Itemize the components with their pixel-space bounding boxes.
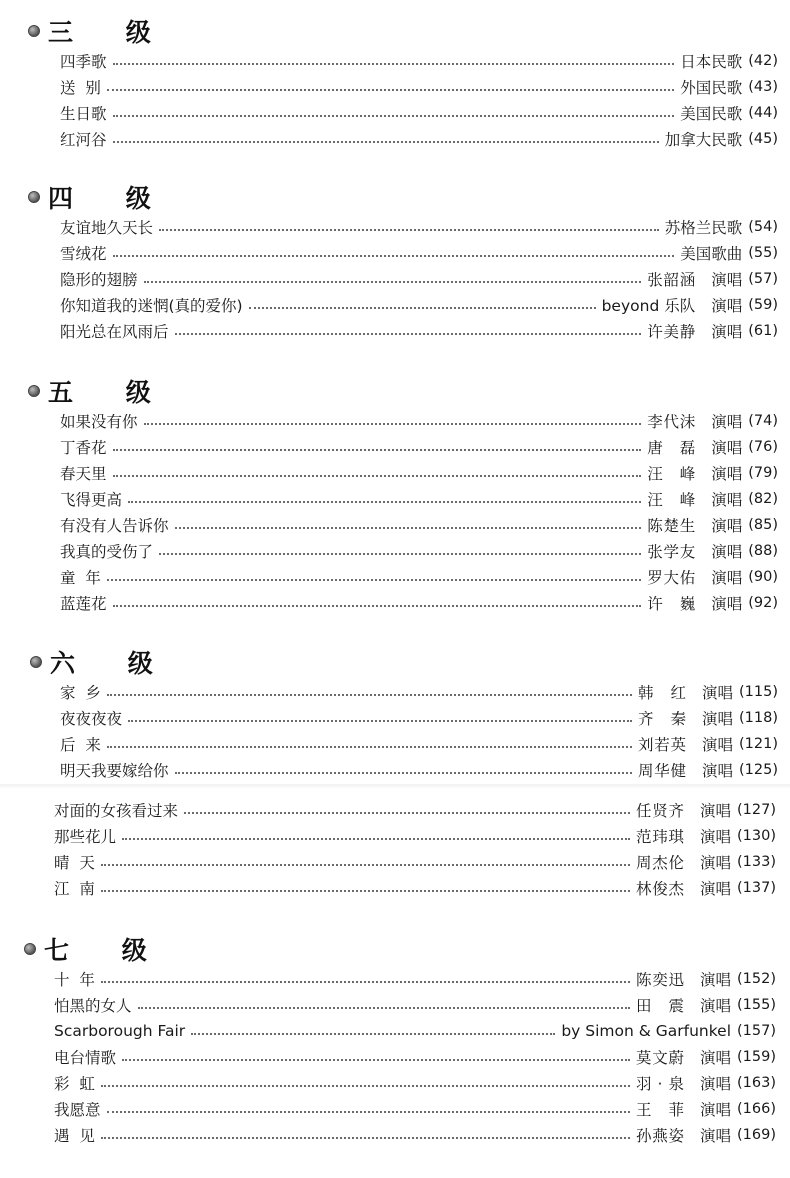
song-title: 后 来 <box>60 736 101 754</box>
entry-meta <box>680 242 778 264</box>
page-number: (74) <box>748 413 778 429</box>
artist-name: 周杰伦 <box>635 854 684 872</box>
dot-leader <box>113 63 675 65</box>
entry-meta <box>636 877 776 899</box>
performance-label: 演唱 <box>711 413 743 431</box>
performance-label: 演唱 <box>711 465 743 483</box>
grade-heading <box>0 374 790 408</box>
performance-label: 演唱 <box>701 736 733 754</box>
toc-entry[interactable] <box>60 318 778 344</box>
entry-meta <box>636 1072 776 1094</box>
performance-label: 演唱 <box>711 439 743 457</box>
grade-title: 七 级 <box>44 936 169 965</box>
page-number: (88) <box>748 543 778 559</box>
page-number: (43) <box>748 79 778 95</box>
song-title: 电台情歌 <box>54 1049 117 1067</box>
toc-entry[interactable] <box>60 564 778 590</box>
dot-leader <box>113 605 642 607</box>
artist-name: 范玮琪 <box>635 828 684 846</box>
artist-name: 汪 峰 <box>647 465 696 483</box>
toc-entry[interactable] <box>60 434 778 460</box>
entry-meta <box>647 514 778 536</box>
dot-leader <box>128 720 632 722</box>
dot-leader <box>113 141 659 143</box>
song-title: 送 别 <box>60 79 101 97</box>
song-title: 丁香花 <box>60 439 107 457</box>
performance-label: 演唱 <box>711 543 743 561</box>
grade-title: 三 级 <box>48 18 173 47</box>
page-number: (42) <box>748 53 778 69</box>
song-title: 四季歌 <box>60 53 107 71</box>
toc-entry[interactable] <box>60 292 778 318</box>
performance-label: 演唱 <box>701 684 733 702</box>
grade-section <box>0 374 790 616</box>
dot-leader <box>175 333 642 335</box>
entry-meta <box>647 268 778 290</box>
toc-entry[interactable] <box>60 240 778 266</box>
song-title: 春天里 <box>60 465 107 483</box>
toc-entry[interactable] <box>54 1044 776 1070</box>
artist-name: beyond 乐队 <box>601 297 696 315</box>
artist-name: 加拿大民歌 <box>664 131 743 149</box>
page-number: (44) <box>748 105 778 121</box>
song-title: 遇 见 <box>54 1127 95 1145</box>
entry-meta <box>638 707 778 729</box>
artist-name: 苏格兰民歌 <box>664 219 743 237</box>
artist-name: 许 巍 <box>647 595 696 613</box>
page-number: (90) <box>748 569 778 585</box>
dot-leader <box>107 746 632 748</box>
page-number: (59) <box>748 297 778 313</box>
grade-section <box>0 932 790 1148</box>
toc-entry[interactable] <box>54 1096 776 1122</box>
artist-name: 周华健 <box>637 762 686 780</box>
dot-leader <box>107 89 674 91</box>
dot-leader <box>191 1033 555 1035</box>
song-title: 有没有人告诉你 <box>60 517 169 535</box>
artist-name: 陈奕迅 <box>635 971 684 989</box>
toc-entry[interactable] <box>54 966 776 992</box>
toc-entry[interactable] <box>54 1018 776 1044</box>
dot-leader <box>101 864 630 866</box>
page-number: (55) <box>748 245 778 261</box>
song-title: 隐形的翅膀 <box>60 271 138 289</box>
performance-label: 演唱 <box>699 997 731 1015</box>
dot-leader <box>101 1085 630 1087</box>
entry-meta <box>665 216 778 238</box>
page-number: (155) <box>737 997 776 1013</box>
toc-entry[interactable] <box>60 590 778 616</box>
entry-meta <box>680 102 778 124</box>
dot-leader <box>113 255 675 257</box>
bullet-icon <box>28 191 40 203</box>
artist-name: 莫文蔚 <box>635 1049 684 1067</box>
page-number: (82) <box>748 491 778 507</box>
song-title: 你知道我的迷惘(真的爱你) <box>60 297 243 315</box>
page-number: (169) <box>737 1127 776 1143</box>
dot-leader <box>113 475 642 477</box>
performance-label: 演唱 <box>711 271 743 289</box>
toc-entry[interactable] <box>60 679 778 705</box>
entry-meta <box>602 294 778 316</box>
toc-entry[interactable] <box>60 266 778 292</box>
artist-name: 任贤齐 <box>635 802 684 820</box>
song-title: 家 乡 <box>60 684 101 702</box>
performance-label: 演唱 <box>699 854 731 872</box>
entry-meta <box>647 410 778 432</box>
toc-entry[interactable] <box>54 797 776 823</box>
grade-title: 五 级 <box>48 378 173 407</box>
page-number: (157) <box>737 1023 776 1039</box>
song-title: 对面的女孩看过来 <box>54 802 179 820</box>
artist-name: 罗大佑 <box>647 569 696 587</box>
page-number: (159) <box>737 1049 776 1065</box>
song-title: 彩 虹 <box>54 1075 95 1093</box>
dot-leader <box>138 1007 630 1009</box>
dot-leader <box>128 501 641 503</box>
dot-leader <box>113 115 675 117</box>
page-number: (137) <box>737 880 776 896</box>
song-title: 晴 天 <box>54 854 95 872</box>
page-number: (125) <box>739 762 778 778</box>
performance-label: 演唱 <box>711 297 743 315</box>
page-number: (76) <box>748 439 778 455</box>
artist-name: 张韶涵 <box>647 271 696 289</box>
dot-leader <box>175 527 642 529</box>
page-number: (115) <box>739 684 778 700</box>
entry-meta <box>636 799 776 821</box>
toc-entry[interactable] <box>54 875 776 901</box>
toc-entry[interactable] <box>54 1122 776 1148</box>
entry-meta <box>636 968 776 990</box>
dot-leader <box>113 449 642 451</box>
song-title: 蓝莲花 <box>60 595 107 613</box>
toc-entry[interactable] <box>60 705 778 731</box>
artist-name: 王 菲 <box>635 1101 684 1119</box>
dot-leader <box>107 694 632 696</box>
entry-meta <box>680 50 778 72</box>
artist-name: 刘若英 <box>637 736 686 754</box>
page-number: (118) <box>739 710 778 726</box>
entry-meta <box>647 436 778 458</box>
toc-entry[interactable] <box>60 126 778 152</box>
dot-leader <box>101 1137 630 1139</box>
performance-label: 演唱 <box>699 1101 731 1119</box>
grade-heading <box>0 14 790 48</box>
dot-leader <box>122 838 630 840</box>
toc-entry[interactable] <box>60 731 778 757</box>
grade-heading <box>0 180 790 214</box>
entry-meta <box>680 76 778 98</box>
toc-entry[interactable] <box>60 460 778 486</box>
artist-name: 许美静 <box>647 323 696 341</box>
page-number: (166) <box>737 1101 776 1117</box>
toc-entry[interactable] <box>60 100 778 126</box>
entry-meta <box>636 825 776 847</box>
dot-leader <box>107 1111 630 1113</box>
performance-label: 演唱 <box>711 323 743 341</box>
performance-label: 演唱 <box>711 517 743 535</box>
song-title: 江 南 <box>54 880 95 898</box>
song-title: 阳光总在风雨后 <box>60 323 169 341</box>
page-number: (121) <box>739 736 778 752</box>
artist-name: by Simon & Garfunkel <box>561 1022 731 1040</box>
performance-label: 演唱 <box>711 569 743 587</box>
entry-meta <box>638 759 778 781</box>
grade-section <box>0 797 790 901</box>
toc-entry[interactable] <box>60 538 778 564</box>
performance-label: 演唱 <box>699 1049 731 1067</box>
entry-meta <box>636 851 776 873</box>
artist-name: 陈楚生 <box>647 517 696 535</box>
bullet-icon <box>28 25 40 37</box>
performance-label: 演唱 <box>701 762 733 780</box>
entry-meta <box>647 462 778 484</box>
song-title: 怕黑的女人 <box>54 997 132 1015</box>
dot-leader <box>101 981 630 983</box>
page-number: (61) <box>748 323 778 339</box>
toc-entry[interactable] <box>60 757 778 783</box>
bullet-icon <box>30 656 42 668</box>
dot-leader <box>159 553 641 555</box>
dot-leader <box>144 423 642 425</box>
page-number: (127) <box>737 802 776 818</box>
toc-entry[interactable] <box>54 823 776 849</box>
performance-label: 演唱 <box>701 710 733 728</box>
toc-entry[interactable] <box>54 849 776 875</box>
grade-heading <box>0 645 790 679</box>
performance-label: 演唱 <box>699 971 731 989</box>
song-title: 红河谷 <box>60 131 107 149</box>
bullet-icon <box>24 943 36 955</box>
page-number: (45) <box>748 131 778 147</box>
scan-seam <box>0 784 790 788</box>
page-number: (54) <box>748 219 778 235</box>
artist-name: 日本民歌 <box>680 53 743 71</box>
entry-meta <box>647 488 778 510</box>
page-number: (85) <box>748 517 778 533</box>
grade-title: 四 级 <box>48 184 173 213</box>
dot-leader <box>175 772 632 774</box>
song-title: 如果没有你 <box>60 413 138 431</box>
artist-name: 李代沫 <box>647 413 696 431</box>
toc-entry[interactable] <box>60 486 778 512</box>
page-number: (133) <box>737 854 776 870</box>
dot-leader <box>184 812 630 814</box>
entry-meta <box>636 1098 776 1120</box>
song-title: 我愿意 <box>54 1101 101 1119</box>
dot-leader <box>101 890 630 892</box>
song-title: 雪绒花 <box>60 245 107 263</box>
performance-label: 演唱 <box>699 828 731 846</box>
song-title: 童 年 <box>60 569 101 587</box>
entry-meta <box>647 320 778 342</box>
entry-meta <box>636 1046 776 1068</box>
entry-meta <box>638 681 778 703</box>
artist-name: 韩 红 <box>637 684 686 702</box>
song-title: 我真的受伤了 <box>60 543 154 561</box>
artist-name: 美国民歌 <box>680 105 743 123</box>
page-number: (152) <box>737 971 776 987</box>
dot-leader <box>249 307 596 309</box>
page-number: (79) <box>748 465 778 481</box>
song-title: 飞得更高 <box>60 491 123 509</box>
page-number: (92) <box>748 595 778 611</box>
page-number: (57) <box>748 271 778 287</box>
song-title: 十 年 <box>54 971 95 989</box>
grade-section <box>0 180 790 344</box>
song-title: 友谊地久天长 <box>60 219 154 237</box>
entry-meta <box>636 1124 776 1146</box>
song-title: Scarborough Fair <box>54 1022 186 1040</box>
dot-leader <box>122 1059 630 1061</box>
grade-heading <box>0 932 790 966</box>
page-number: (130) <box>737 828 776 844</box>
performance-label: 演唱 <box>711 491 743 509</box>
performance-label: 演唱 <box>699 802 731 820</box>
song-title: 生日歌 <box>60 105 107 123</box>
artist-name: 羽·泉 <box>635 1075 684 1093</box>
dot-leader <box>159 229 659 231</box>
bullet-icon <box>28 385 40 397</box>
grade-section <box>0 645 790 783</box>
artist-name: 田 震 <box>635 997 684 1015</box>
entry-meta <box>665 128 778 150</box>
artist-name: 林俊杰 <box>635 880 684 898</box>
entry-meta <box>647 540 778 562</box>
entry-meta <box>636 994 776 1016</box>
song-title: 那些花儿 <box>54 828 117 846</box>
artist-name: 汪 峰 <box>647 491 696 509</box>
grade-title: 六 级 <box>50 649 175 678</box>
artist-name: 齐 秦 <box>637 710 686 728</box>
artist-name: 美国歌曲 <box>680 245 743 263</box>
artist-name: 外国民歌 <box>680 79 743 97</box>
grade-section <box>0 14 790 152</box>
performance-label: 演唱 <box>699 880 731 898</box>
toc-entry[interactable] <box>60 512 778 538</box>
toc-entry[interactable] <box>60 214 778 240</box>
toc-entry[interactable] <box>54 1070 776 1096</box>
page-number: (163) <box>737 1075 776 1091</box>
dot-leader <box>144 281 642 283</box>
song-title: 明天我要嫁给你 <box>60 762 169 780</box>
performance-label: 演唱 <box>711 595 743 613</box>
performance-label: 演唱 <box>699 1075 731 1093</box>
performance-label: 演唱 <box>699 1127 731 1145</box>
toc-entry[interactable] <box>60 408 778 434</box>
toc-entry[interactable] <box>60 48 778 74</box>
entry-meta <box>647 592 778 614</box>
artist-name: 唐 磊 <box>647 439 696 457</box>
toc-entry[interactable] <box>54 992 776 1018</box>
toc-entry[interactable] <box>60 74 778 100</box>
artist-name: 孙燕姿 <box>635 1127 684 1145</box>
entry-meta <box>561 1022 776 1040</box>
dot-leader <box>107 579 641 581</box>
artist-name: 张学友 <box>647 543 696 561</box>
entry-meta <box>647 566 778 588</box>
entry-meta <box>638 733 778 755</box>
song-title: 夜夜夜夜 <box>60 710 123 728</box>
